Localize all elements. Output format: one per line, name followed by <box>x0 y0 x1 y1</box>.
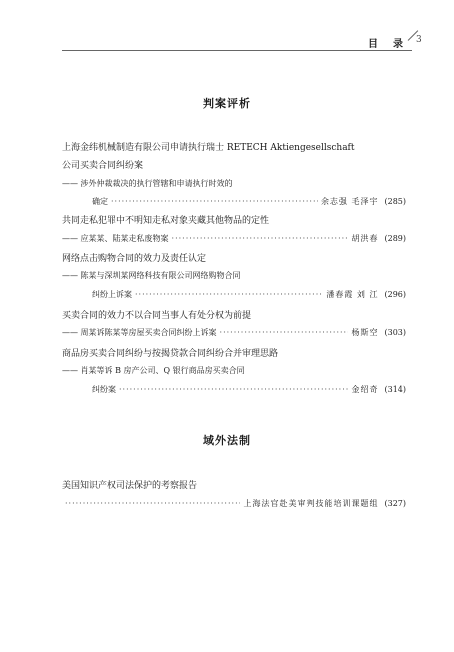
leader-dots <box>65 499 240 508</box>
entry-title[interactable]: 上海金纬机械制造有限公司申请执行瑞士 RETECH Aktiengesellschaft <box>62 143 355 153</box>
entry-author: 胡洪春 <box>351 234 379 243</box>
leader-dots <box>119 385 348 394</box>
leader-dots <box>135 290 323 299</box>
entry-author: 上海法官赴美审判技能培训课题组 <box>243 499 379 508</box>
entry-subtitle: —— 肖某等诉 B 房产公司、Q 银行商品房买卖合同 <box>62 366 245 375</box>
entry-title[interactable]: 买卖合同的效力不以合同当事人有处分权为前提 <box>62 311 252 321</box>
header-label-char-2: 录 <box>393 39 404 50</box>
leader-tail-text: 纠纷案 <box>92 385 116 394</box>
entry-page-number: (285) <box>384 197 406 206</box>
entry-page-number: (289) <box>384 234 406 243</box>
header-label-char-1: 目 <box>368 39 379 50</box>
entry-author: 潘春霞 刘 江 <box>326 290 379 299</box>
entry-title[interactable]: 网络点击购物合同的效力及责任认定 <box>62 254 207 264</box>
toc-leader-line[interactable] <box>62 327 406 338</box>
entry-subtitle: —— 陈某与深圳某网络科技有限公司网络购物合同 <box>62 271 241 280</box>
leader-tail-text: —— 应某某、陆某走私废物案 <box>62 234 169 243</box>
entry-page-number: (327) <box>384 499 406 508</box>
entry-title[interactable]: 商品房买卖合同纠纷与按揭贷款合同纠纷合并审理思路 <box>62 349 279 359</box>
section-title-foreign-law: 域外法制 <box>203 434 251 447</box>
entry-page-number: (296) <box>384 290 406 299</box>
entry-subtitle: —— 涉外仲裁裁决的执行管辖和申请执行时效的 <box>62 179 233 188</box>
section-title-case-analysis: 判案评析 <box>203 97 251 110</box>
toc-leader-line[interactable] <box>62 233 406 244</box>
entry-author: 杨斯空 <box>351 328 379 337</box>
entry-author: 余志强 毛泽宇 <box>320 197 379 206</box>
entry-author: 金绍奇 <box>351 385 379 394</box>
toc-leader-line[interactable] <box>92 384 406 395</box>
leader-tail-text: 纠纷上诉案 <box>92 290 132 299</box>
toc-leader-line[interactable] <box>92 289 406 300</box>
running-header <box>0 32 454 52</box>
header-page-number: 3 <box>416 35 422 45</box>
leader-dots <box>220 328 349 337</box>
leader-dots <box>172 234 349 243</box>
entry-page-number: (314) <box>384 385 406 394</box>
leader-tail-text: 确定 <box>92 197 108 206</box>
leader-dots <box>111 197 318 206</box>
entry-title-continued[interactable]: 公司买卖合同纠纷案 <box>62 161 144 171</box>
header-rule <box>62 50 412 51</box>
entry-title[interactable]: 美国知识产权司法保护的考察报告 <box>62 481 198 491</box>
entry-page-number: (303) <box>384 328 406 337</box>
leader-tail-text: —— 周某诉陈某等房屋买卖合同纠纷上诉案 <box>62 328 217 337</box>
toc-leader-line[interactable] <box>92 196 406 207</box>
entry-title[interactable]: 共同走私犯罪中不明知走私对象夹藏其他物品的定性 <box>62 216 270 226</box>
toc-leader-line[interactable] <box>62 498 406 509</box>
